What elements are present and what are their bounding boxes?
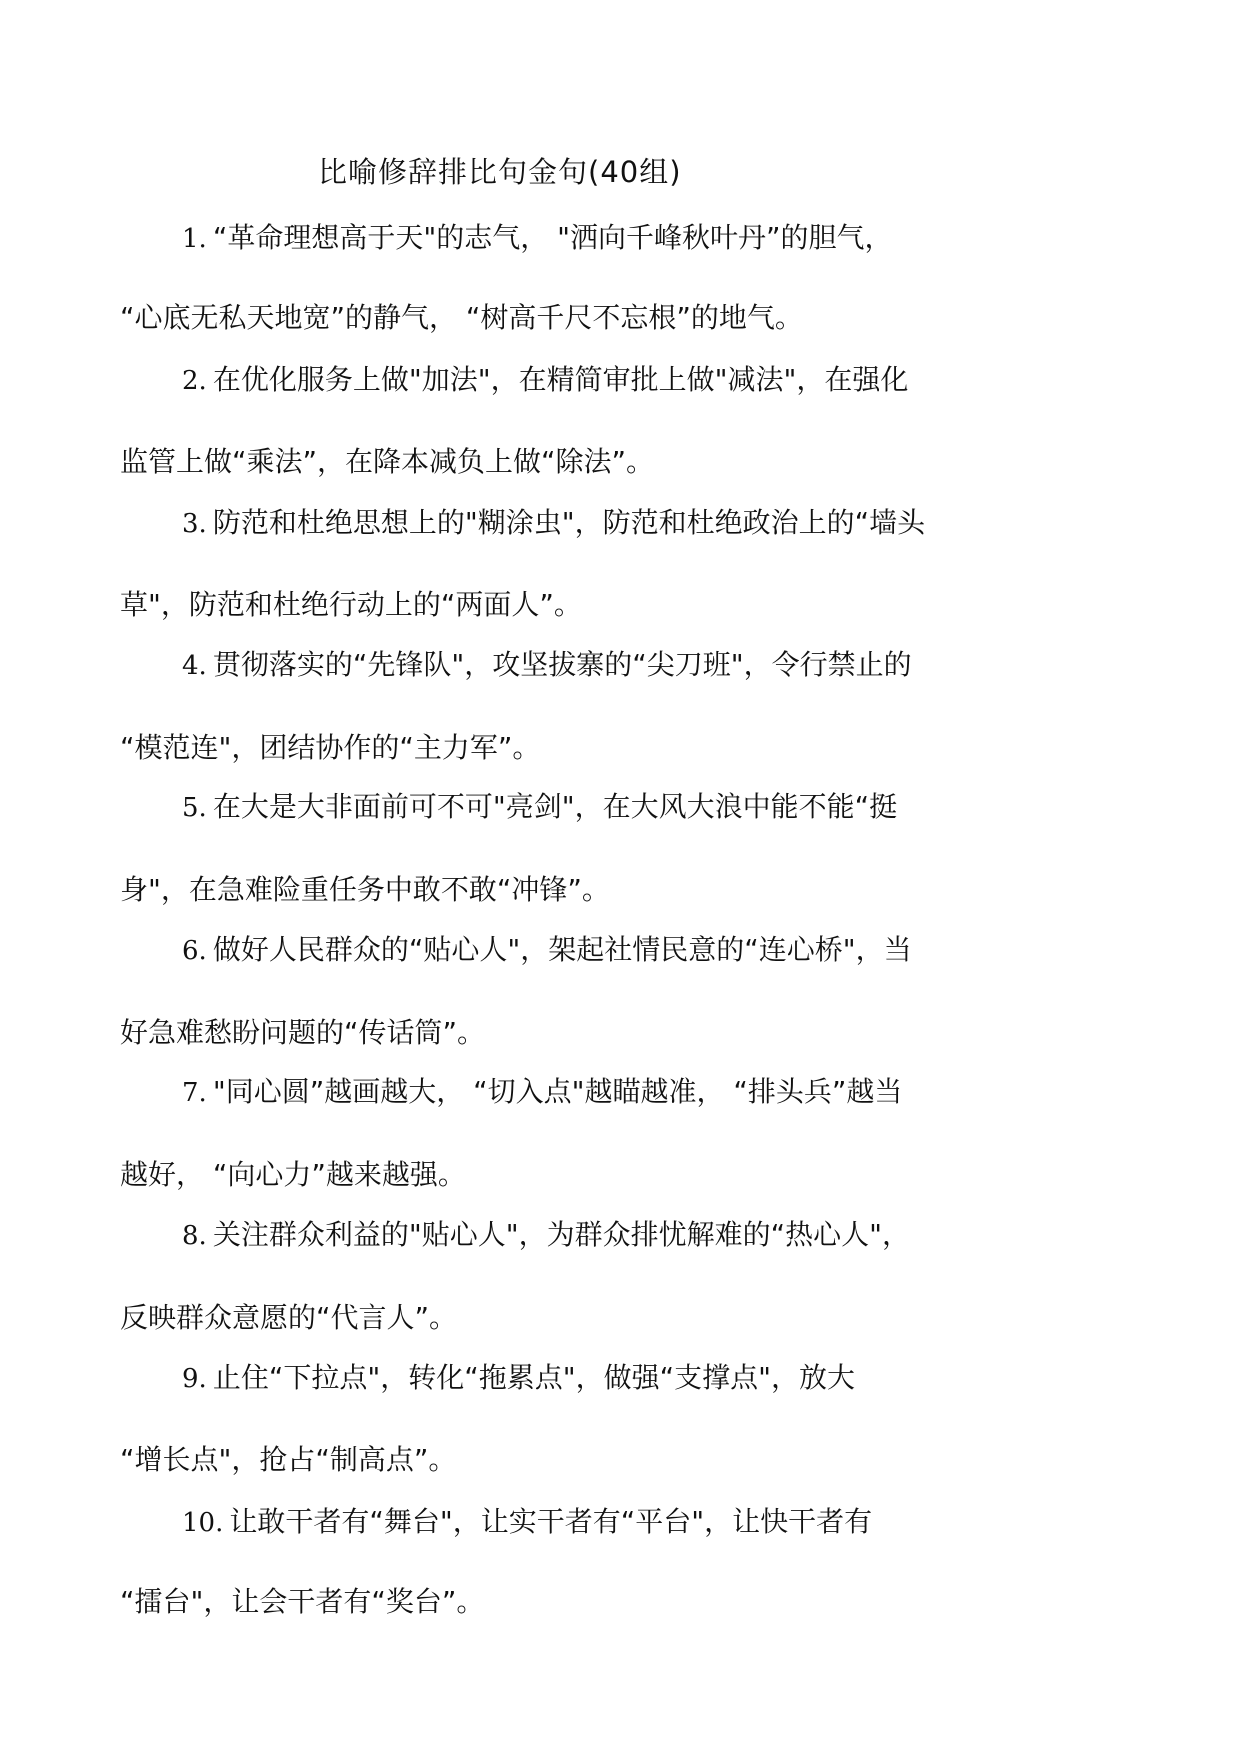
item-number: 3. [182,509,207,539]
item-line-continued: “增长点"，抢占“制高点”。 [120,1443,457,1476]
item-text: “革命理想高于天"的志气， "洒向千峰秋叶丹”的胆气， [212,221,893,254]
document-title: 比喻修辞排比句金句(40组) [318,155,682,189]
item-text: 关注群众利益的"贴心人"，为群众排忧解难的“热心人"， [212,1218,910,1251]
item-line-continued: 越好， “向心力”越来越强。 [120,1158,466,1191]
item-line-first [182,787,897,828]
item-text: 止住“下拉点"，转化“拖累点"，做强“支撑点"，放大 [212,1361,855,1394]
item-line-continued: 好急难愁盼问题的“传话筒”。 [120,1016,486,1049]
item-line-first [182,645,912,686]
item-line-continued: 草"，防范和杜绝行动上的“两面人”。 [120,588,582,621]
item-text: 让敢干者有“舞台"，让实干者有“平台"，让快干者有 [229,1505,873,1538]
item-text: 贯彻落实的“先锋队"，攻坚拔寨的“尖刀班"，令行禁止的 [212,648,912,681]
item-number: 7. [182,1078,207,1108]
item-line-continued: “模范连"，团结协作的“主力军”。 [120,731,541,764]
item-number: 2. [182,366,207,396]
item-text: 做好人民群众的“贴心人"，架起社情民意的“连心桥"，当 [212,933,912,966]
item-line-continued: 身"，在急难险重任务中敢不敢“冲锋”。 [120,873,610,906]
item-number: 6. [182,936,207,966]
item-line-first [182,360,908,401]
item-number: 9. [182,1364,207,1394]
item-number: 10. [182,1508,224,1538]
item-line-continued: “心底无私天地宽”的静气， “树高千尺不忘根”的地气。 [120,301,803,334]
item-number: 8. [182,1221,207,1251]
item-line-first [182,1358,855,1399]
item-line-first [182,1502,872,1543]
item-line-continued: 反映群众意愿的“代言人”。 [120,1301,458,1334]
item-line-continued: “擂台"，让会干者有“奖台”。 [120,1585,485,1618]
item-line-first [182,503,925,544]
item-number: 1. [182,224,207,254]
item-text: 在优化服务上做"加法"，在精简审批上做"减法"，在强化 [212,363,909,396]
item-line-first [182,1072,902,1113]
item-text: 防范和杜绝思想上的"糊涂虫"，防范和杜绝政治上的“墙头 [212,506,926,539]
item-line-first [182,218,893,259]
item-number: 4. [182,651,207,681]
item-text: "同心圆”越画越大， “切入点"越瞄越准， “排头兵”越当 [212,1075,903,1108]
item-line-first [182,1215,910,1256]
item-number: 5. [182,793,207,823]
item-text: 在大是大非面前可不可"亮剑"，在大风大浪中能不能“挺 [212,790,898,823]
item-line-continued: 监管上做“乘法”，在降本减负上做“除法”。 [120,445,655,478]
item-line-first [182,930,912,971]
